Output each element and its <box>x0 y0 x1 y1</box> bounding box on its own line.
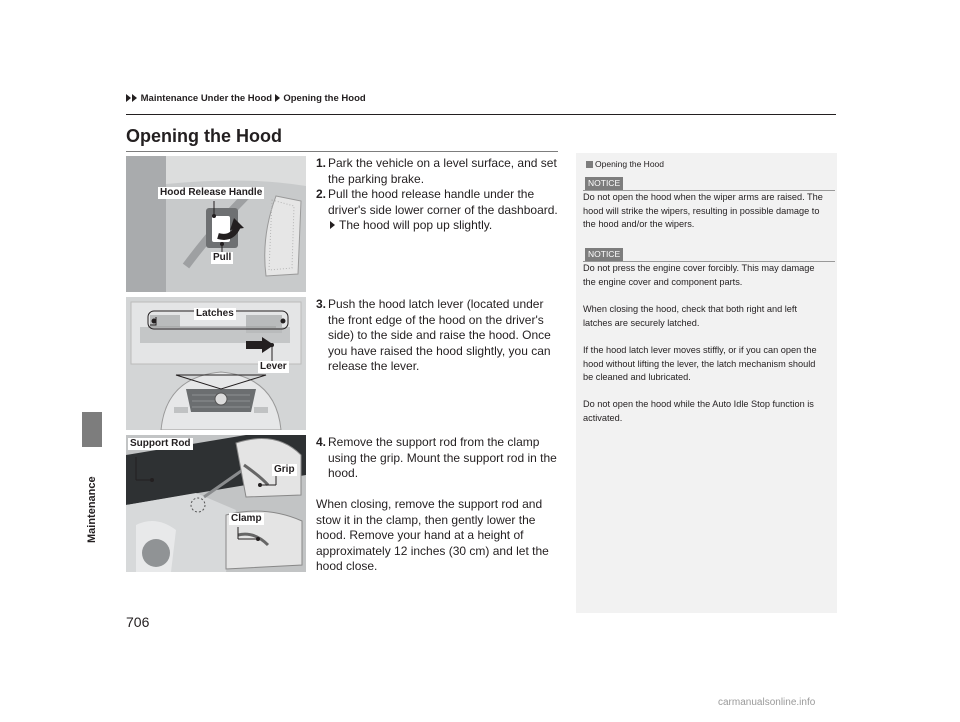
clamp-label: Clamp <box>231 513 262 524</box>
breadcrumb-section[interactable]: Maintenance Under the Hood <box>140 93 273 104</box>
note-paragraph-3: Do not open the hood while the Auto Idle Stop function is activated. <box>583 399 814 423</box>
support-rod-figure <box>126 435 306 572</box>
result-arrow-icon <box>330 221 335 229</box>
watermark: carmanualsonline.info <box>718 697 816 708</box>
notice-badge: NOTICE <box>585 177 623 190</box>
arrow-icon <box>126 94 131 102</box>
hood-release-handle-label: Hood Release Handle <box>160 187 263 198</box>
header-rule <box>126 114 836 115</box>
lever-label: Lever <box>260 361 287 372</box>
hood-latch-figure <box>126 297 306 430</box>
note-paragraph-1: When closing the hood, check that both right and left latches are securely latched. <box>583 304 797 328</box>
arrow-icon <box>275 94 280 102</box>
title-rule <box>126 151 558 152</box>
step-1: 1. Park the vehicle on a level surface, and set the parking brake. <box>316 156 557 186</box>
notes-heading: Opening the Hood <box>586 159 664 169</box>
notice-badge: NOTICE <box>585 248 623 261</box>
hood-release-illustration <box>126 156 306 292</box>
step-4: 4. Remove the support rod from the clamp using the grip. Mount the support rod in the hood. <box>316 435 557 480</box>
note-icon <box>586 161 593 168</box>
breadcrumb-page: Opening the Hood <box>283 93 366 104</box>
support-rod-label: Support Rod <box>130 438 191 449</box>
step-2-result: The hood will pop up slightly. <box>330 218 492 234</box>
closing-instructions: When closing, remove the support rod and stow it in the clamp, then gently lower the hood. Remove your hand at a height of approximately 12 inches (30 cm) and let the hood close. <box>316 497 549 573</box>
step-3: 3. Push the hood latch lever (located under the front edge of the hood on the driver's side) to the side and raise the hood. Once you have raised the hood slightly, you can release the lever. <box>316 297 551 373</box>
page-title: Opening the Hood <box>126 126 282 146</box>
step-2: 2. Pull the hood release handle under the driver's side lower corner of the dashboard. <box>316 187 558 217</box>
page-number: 706 <box>126 614 150 630</box>
arrow-icon <box>132 94 137 102</box>
notice-text-2: Do not press the engine cover forcibly. This may damage the engine cover and component parts. <box>583 263 815 287</box>
hood-release-figure <box>126 156 306 292</box>
support-rod-illustration <box>126 435 306 572</box>
grip-label: Grip <box>274 464 295 475</box>
breadcrumb <box>126 93 366 104</box>
chapter-tab <box>82 412 102 447</box>
latches-label: Latches <box>196 308 234 319</box>
chapter-label: Maintenance <box>86 476 98 543</box>
pull-label: Pull <box>213 252 232 263</box>
notice-text-1: Do not open the hood when the wiper arms are raised. The hood will strike the wipers, resulting in possible damage to the hood and/or the wipers. <box>583 192 823 229</box>
note-paragraph-2: If the hood latch lever moves stiffly, or if you can open the hood without lifting the lever, the latch mechanism should be cleaned and lubricated. <box>583 345 817 382</box>
